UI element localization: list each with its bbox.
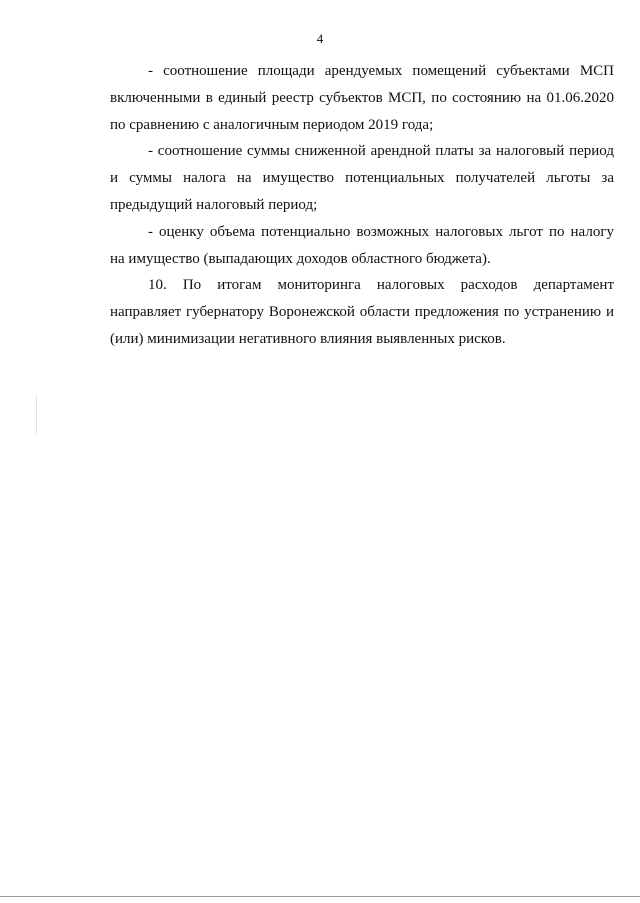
bottom-edge-line — [0, 896, 640, 897]
document-body — [110, 58, 614, 353]
page-number: 4 — [316, 31, 324, 46]
scan-artifact — [36, 395, 37, 435]
paragraph-benefit-estimate: - оценку объема потенциально возможных налоговых льгот по налогу на имущество (выпадающих доходов областного бюджета). — [110, 223, 614, 267]
paragraph-rent-tax-ratio: - соотношение суммы сниженной арендной платы за налоговый период и суммы налога на имущество потенциальных получателей льготы за предыдущий налоговый период; — [110, 143, 614, 213]
paragraph-item-10: 10. По итогам мониторинга налоговых расходов департамент направляет губернатору Воронежской области предложения по устранению и (или) минимизации негативного влияния выявленных рисков. — [110, 277, 614, 347]
paragraph-area-ratio: - соотношение площади арендуемых помещений субъектами МСП включенными в единый реестр субъектов МСП, по состоянию на 01.06.2020 по сравнению с аналогичным периодом 2019 года; — [110, 63, 614, 133]
